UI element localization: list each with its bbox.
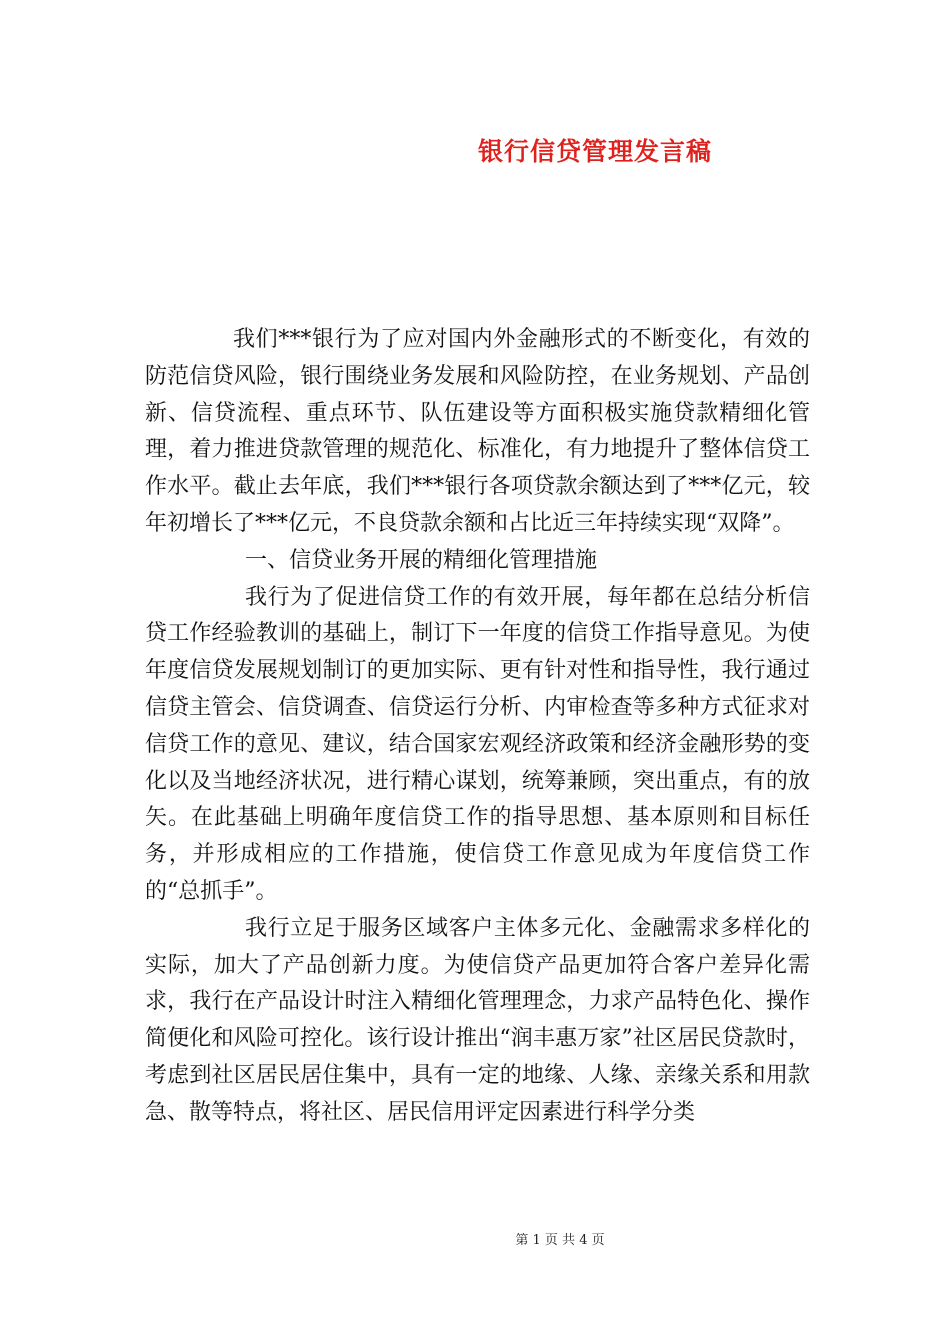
paragraph-intro: 我们***银行为了应对国内外金融形式的不断变化，有效的防范信贷风险，银行围绕业务发展和风险防控，在业务规划、产品创新、信贷流程、重点环节、队伍建设等方面积极实施贷款精细化管理，着力推进贷款管理的规范化、标准化，有力地提升了整体信贷工作水平。截止去年底，我们***银行各项贷款余额达到了***亿元，较年初增长了***亿元，不良贷款余额和占比近三年持续实现“双降”。 (145, 327, 810, 536)
paragraph-product-innovation: 我行立足于服务区域客户主体多元化、金融需求多样化的实际，加大了产品创新力度。为使信贷产品更加符合客户差异化需求，我行在产品设计时注入精细化管理理念，力求产品特色化、操作简便化和风险可控化。该行设计推出“润丰惠万家”社区居民贷款时，考虑到社区居民居住集中，具有一定的地缘、人缘、亲缘关系和用款急、散等特点，将社区、居民信用评定因素进行科学分类 (145, 915, 810, 1125)
paragraph-planning: 我行为了促进信贷工作的有效开展，每年都在总结分析信贷工作经验教训的基础上，制订下一年度的信贷工作指导意见。为使年度信贷发展规划制订的更加实际、更有针对性和指导性，我行通过信贷主管会、信贷调查、信贷运行分析、内审检查等多种方式征求对信贷工作的意见、建议，结合国家宏观经济政策和经济金融形势的变化以及当地经济状况，进行精心谋划，统筹兼顾，突出重点，有的放矢。在此基础上明确年度信贷工作的指导思想、基本原则和目标任务，并形成相应的工作措施，使信贷工作意见成为年度信贷工作的“总抓手”。 (145, 584, 810, 904)
page-number-footer: 第 1 页 共 4 页 (515, 1233, 605, 1248)
page-title: 银行信贷管理发言稿 (477, 137, 712, 166)
document-body (145, 322, 810, 1132)
section-heading-1: 一、信贷业务开展的精细化管理措施 (245, 547, 598, 573)
